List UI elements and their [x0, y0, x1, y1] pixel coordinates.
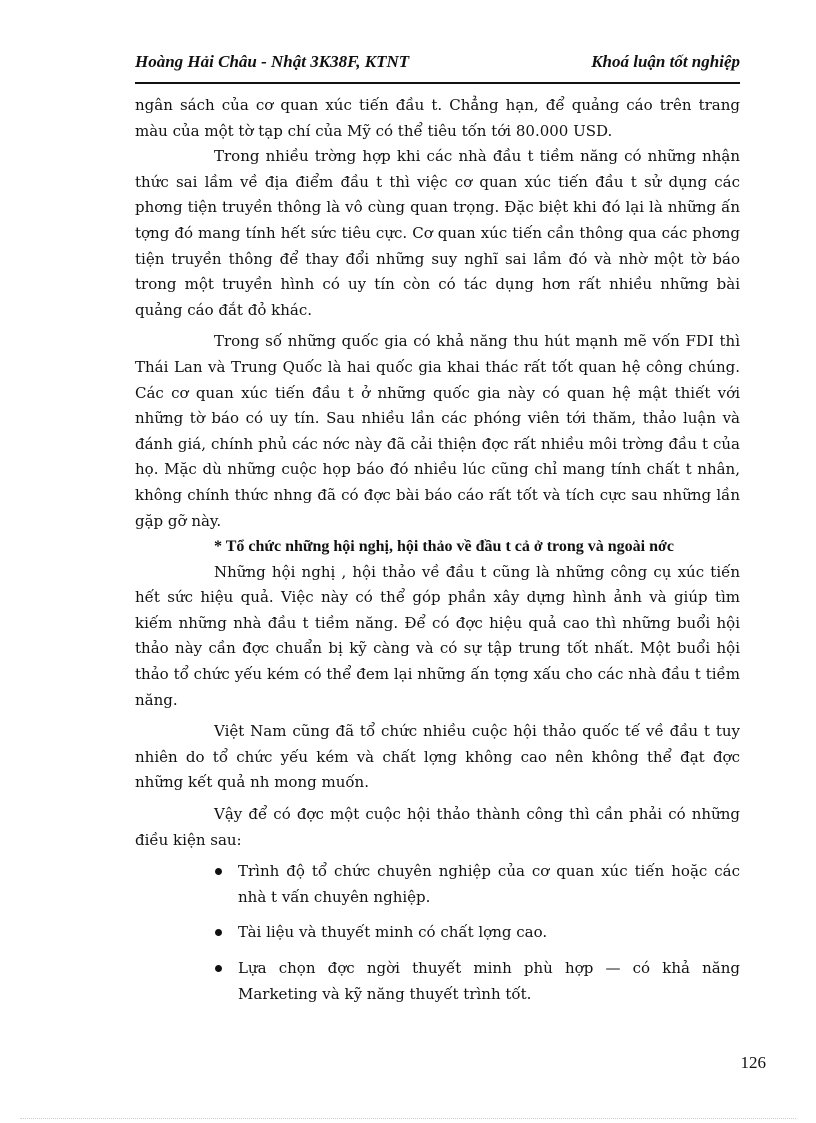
list-item: [238, 920, 740, 946]
paragraph-thailand-china: Trong số những quốc gia có khả năng thu hút mạnh mẽ vốn FDI thì Thái Lan và Trung Quốc là hai quốc gia khai thác rất tốt quan hệ công chúng. Các cơ quan xúc tiến đầu t ở những quốc gia này có quan hệ mật thiết với những tờ báo có uy tín. Sau nhiều lần các phóng viên tới thăm, thảo luận và đánh giá, chính phủ các nớc này đã cải thiện đợc rất nhiều môi trờng đầu t của họ. Mặc dù những cuộc họp báo đó nhiều lúc cũng chỉ mang tính chất t nhân, không chính thức nhng đã có đợc bài báo cáo rất tốt và tích cực sau những lần gặp gỡ này.: [135, 332, 740, 530]
page-body: [135, 93, 740, 1017]
header-author: Hoàng Hải Châu - Nhật 3K38F, KTNT: [135, 52, 410, 71]
list-item-text: Lựa chọn đợc ngời thuyết minh phù hợp — có khả năng Marketing và kỹ năng thuyết trình tốt.: [238, 959, 740, 1003]
paragraph-media-usage: Trong nhiều trờng hợp khi các nhà đầu t tiềm năng có những nhận thức sai lầm về địa điểm đầu t thì việc cơ quan xúc tiến đầu t sử dụng các phơng tiện truyền thông là vô cùng quan trọng. Đặc biệt khi đó lại là những ấn tợng đó mang tính hết sức tiêu cực. Cơ quan xúc tiến cần thông qua các phơng tiện truyền thông để thay đổi những suy nghĩ sai lầm đó và nhờ một tờ báo trong một truyền hình có uy tín còn có tác dụng hơn rất nhiều những bài quảng cáo đắt đỏ khác.: [135, 147, 740, 319]
bullet-icon: [215, 868, 222, 875]
section-heading: * Tổ chức những hội nghị, hội thảo về đầu t cả ở trong và ngoài nớc: [214, 538, 674, 556]
paragraph-conditions: Vậy để có đợc một cuộc hội thảo thành công thì cần phải có những điều kiện sau:: [135, 805, 740, 849]
bullet-icon: [215, 929, 222, 936]
paragraph-continuation: ngân sách của cơ quan xúc tiến đầu t. Chẳng hạn, để quảng cáo trên trang màu của một tờ tạp chí của Mỹ có thể tiêu tốn tới 80.000 USD.: [135, 96, 740, 140]
header-divider: [135, 82, 740, 84]
paragraph-vietnam: Việt Nam cũng đã tổ chức nhiều cuộc hội thảo quốc tế về đầu t tuy nhiên do tổ chức yếu kém và chất lợng không cao nên không thể đạt đợc những kết quả nh mong muốn.: [135, 722, 740, 792]
paragraph-conferences: Những hội nghị , hội thảo về đầu t cũng là những công cụ xúc tiến hết sức hiệu quả. Việc này có thể góp phần xây dựng hình ảnh và giúp tìm kiếm những nhà đầu t tiềm năng. Để có đợc hiệu quả cao thì những buổi hội thảo này cần đợc chuẩn bị kỹ càng và có sự tập trung tốt nhất. Một buổi hội thảo tổ chức yếu kém có thể đem lại những ấn tợng xấu cho các nhà đầu t tiềm năng.: [135, 562, 740, 709]
list-item: [238, 956, 740, 1007]
page-header: [135, 52, 740, 78]
header-document-title: Khoá luận tốt nghiệp: [591, 52, 740, 71]
list-item: [238, 859, 740, 910]
page-bottom-border: [20, 1118, 796, 1119]
page-number: 126: [740, 1053, 766, 1072]
conditions-list: [135, 859, 740, 1007]
list-item-text: Tài liệu và thuyết minh có chất lợng cao.: [238, 923, 548, 942]
list-item-text: Trình độ tổ chức chuyên nghiệp của cơ quan xúc tiến hoặc các nhà t vấn chuyên nghiệp.: [238, 862, 740, 906]
bullet-icon: [215, 965, 222, 972]
